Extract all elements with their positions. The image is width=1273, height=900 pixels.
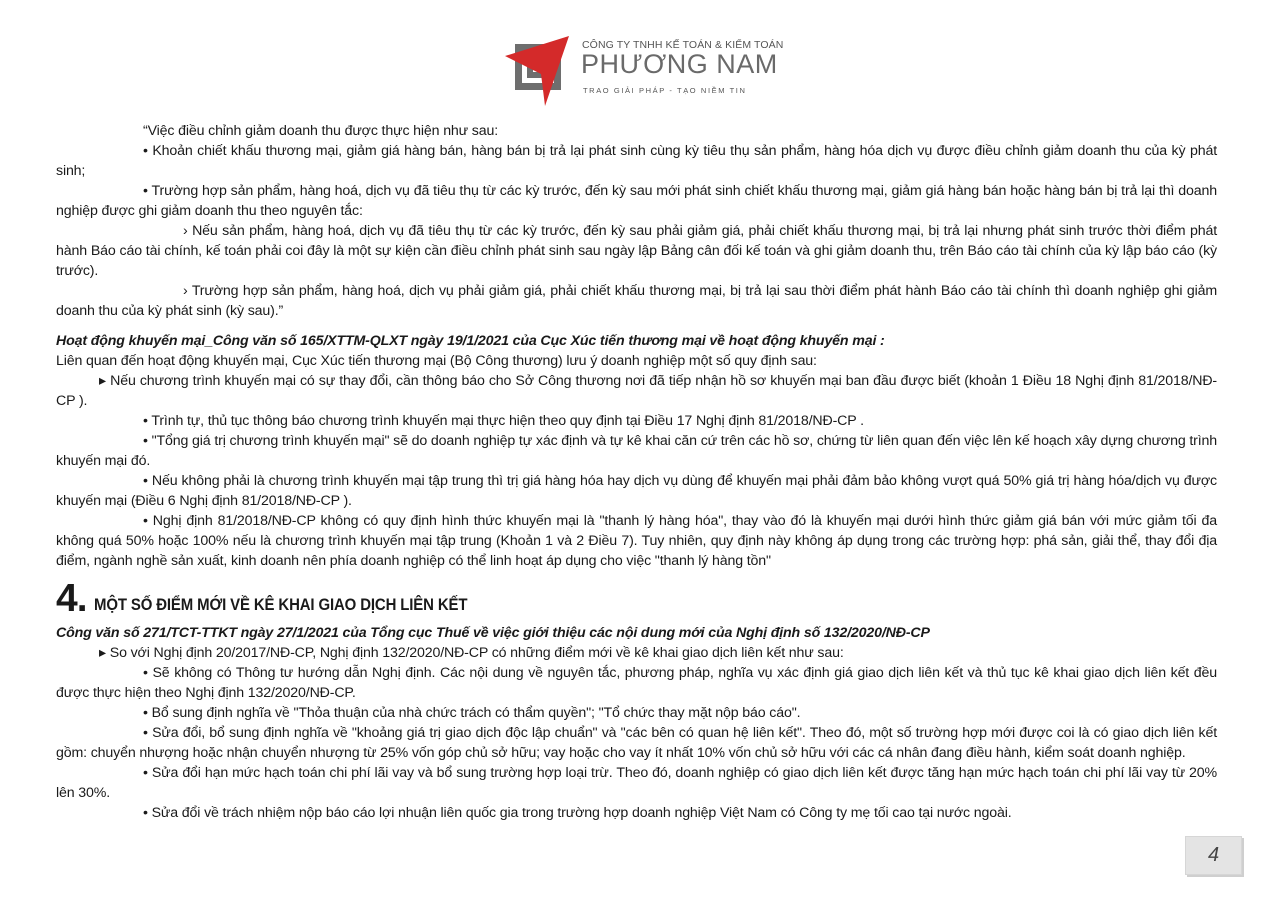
promotion-intro: Liên quan đến hoạt động khuyến mại, Cục Xúc tiến thương mại (Bộ Công thương) lưu ý doanh nghiệp một số quy định sau: — [56, 353, 817, 369]
bullet-paragraph: • Sẽ không có Thông tư hướng dẫn Nghị định. Các nội dung về nguyên tắc, phương pháp, nghĩa vụ xác định giá giao dịch liên kết và thủ tục kê khai giao dịch liên kết đều được thực hiện theo Nghị định 132/2020/NĐ-CP. — [56, 665, 1217, 701]
company-logo — [505, 34, 784, 108]
logo-mark-icon — [505, 34, 577, 108]
transfer-pricing-heading: Công văn số 271/TCT-TTKT ngày 27/1/2021 của Tổng cục Thuế về việc giới thiệu các nội dung mới của Nghị định số 132/2020/NĐ-CP — [56, 625, 930, 641]
quote-intro: “Việc điều chỉnh giảm doanh thu được thực hiện như sau: — [143, 123, 499, 139]
promotion-heading: Hoạt động khuyến mại_Công văn số 165/XTTM-QLXT ngày 19/1/2021 của Cục Xúc tiến thương mại về hoạt động khuyến mại : — [56, 333, 885, 349]
bullet-paragraph: • "Tổng giá trị chương trình khuyến mại" sẽ do doanh nghiệp tự xác định và tự kê khai căn cứ trên các hồ sơ, chứng từ liên quan đến việc lên kế hoạch xây dựng chương trình khuyến mại đó. — [56, 433, 1217, 469]
bullet-paragraph: • Sửa đổi về trách nhiệm nộp báo cáo lợi nhuận liên quốc gia trong trường hợp doanh nghiệp Việt Nam có Công ty mẹ tối cao tại nước ngoài. — [143, 805, 1012, 821]
bullet-paragraph: • Sửa đổi hạn mức hạch toán chi phí lãi vay và bổ sung trường hợp loại trừ. Theo đó, doanh nghiệp có giao dịch liên kết được tăng hạn mức hạch toán chi phí lãi vay từ 20% lên 30%. — [56, 765, 1217, 801]
arrow-paragraph: ▸ Nếu chương trình khuyến mại có sự thay đổi, cần thông báo cho Sở Công thương nơi đã tiếp nhận hồ sơ khuyến mại ban đầu được biết (khoản 1 Điều 18 Nghị định 81/2018/NĐ-CP ). — [56, 373, 1217, 409]
bullet-paragraph: • Bổ sung định nghĩa về "Thỏa thuận của nhà chức trách có thẩm quyền"; "Tổ chức thay mặt nộp báo cáo". — [143, 705, 801, 721]
arrow-paragraph: ▸ So với Nghị định 20/2017/NĐ-CP, Nghị định 132/2020/NĐ-CP có những điểm mới về kê khai giao dịch liên kết như sau: — [99, 645, 844, 661]
page-number: 4 — [1185, 836, 1242, 875]
document-body — [56, 121, 1217, 823]
logo-slogan: TRAO GIẢI PHÁP - TẠO NIỀM TIN — [583, 86, 747, 95]
logo-company-line: CÔNG TY TNHH KẾ TOÁN & KIỂM TOÁN — [582, 39, 784, 51]
section-number: 4. — [56, 577, 87, 620]
bullet-paragraph: • Trình tự, thủ tục thông báo chương trình khuyến mại thực hiện theo quy định tại Điều 17 Nghị định 81/2018/NĐ-CP . — [143, 413, 864, 429]
bullet-paragraph: • Khoản chiết khấu thương mại, giảm giá hàng bán, hàng bán bị trả lại phát sinh cùng kỳ tiêu thụ sản phẩm, hàng hóa dịch vụ được điều chỉnh giảm doanh thu của kỳ phát sinh; — [56, 143, 1217, 179]
logo-company-name: PHƯƠNG NAM — [581, 49, 778, 79]
section-heading: MỘT SỐ ĐIỂM MỚI VỀ KÊ KHAI GIAO DỊCH LIÊN KẾT — [94, 595, 468, 614]
bullet-paragraph: • Trường hợp sản phẩm, hàng hoá, dịch vụ đã tiêu thụ từ các kỳ trước, đến kỳ sau mới phát sinh chiết khấu thương mại, giảm giá hàng bán hoặc hàng bán bị trả lại thì doanh nghiệp được ghi giảm doanh thu theo nguyên tắc: — [56, 183, 1217, 219]
bullet-paragraph: • Nếu không phải là chương trình khuyến mại tập trung thì trị giá hàng hóa hay dịch vụ dùng để khuyến mại phải đảm bảo không vượt quá 50% giá trị hàng hóa/dịch vụ được khuyến mại (Điều 6 Nghị định 81/2018/NĐ-CP ). — [56, 473, 1217, 509]
bullet-paragraph: • Nghị định 81/2018/NĐ-CP không có quy định hình thức khuyến mại là "thanh lý hàng hóa", thay vào đó là khuyến mại dưới hình thức giảm giá bán với mức giảm tối đa không quá 50% hoặc 100% nếu là chương trình khuyến mại tập trung (Khoản 1 và 2 Điều 7). Tuy nhiên, quy định này không áp dụng trong các trường hợp: phá sản, giải thể, thay đổi địa điểm, ngành nghề sản xuất, kinh doanh nên phía doanh nghiệp có thể linh hoạt áp dụng cho việc "thanh lý hàng tồn" — [56, 513, 1217, 569]
sub-bullet-paragraph: › Trường hợp sản phẩm, hàng hoá, dịch vụ phải giảm giá, phải chiết khấu thương mại, bị trả lại sau thời điểm phát hành Báo cáo tài chính thì doanh nghiệp ghi giảm doanh thu của kỳ phát sinh (kỳ sau).” — [56, 283, 1217, 319]
bullet-paragraph: • Sửa đổi, bổ sung định nghĩa về "khoảng giá trị giao dịch độc lập chuẩn" và "các bên có quan hệ liên kết". Theo đó, một số trường hợp mới được coi là có giao dịch liên kết gồm: chuyển nhượng hoặc nhận chuyển nhượng từ 25% vốn góp chủ sở hữu; vay hoặc cho vay ít nhất 10% vốn chủ sở hữu với các cá nhân đang điều hành, kiểm soát doanh nghiệp. — [56, 725, 1217, 761]
sub-bullet-paragraph: › Nếu sản phẩm, hàng hoá, dịch vụ đã tiêu thụ từ các kỳ trước, đến kỳ sau phải giảm giá, phải chiết khấu thương mại, bị trả lại nhưng phát sinh trước thời điểm phát hành Báo cáo tài chính, kế toán phải coi đây là một sự kiện cần điều chỉnh phát sinh sau ngày lập Bảng cân đối kế toán và ghi giảm doanh thu, trên Báo cáo tài chính của kỳ lập báo cáo (kỳ trước). — [56, 223, 1217, 279]
section-title — [56, 577, 1217, 621]
